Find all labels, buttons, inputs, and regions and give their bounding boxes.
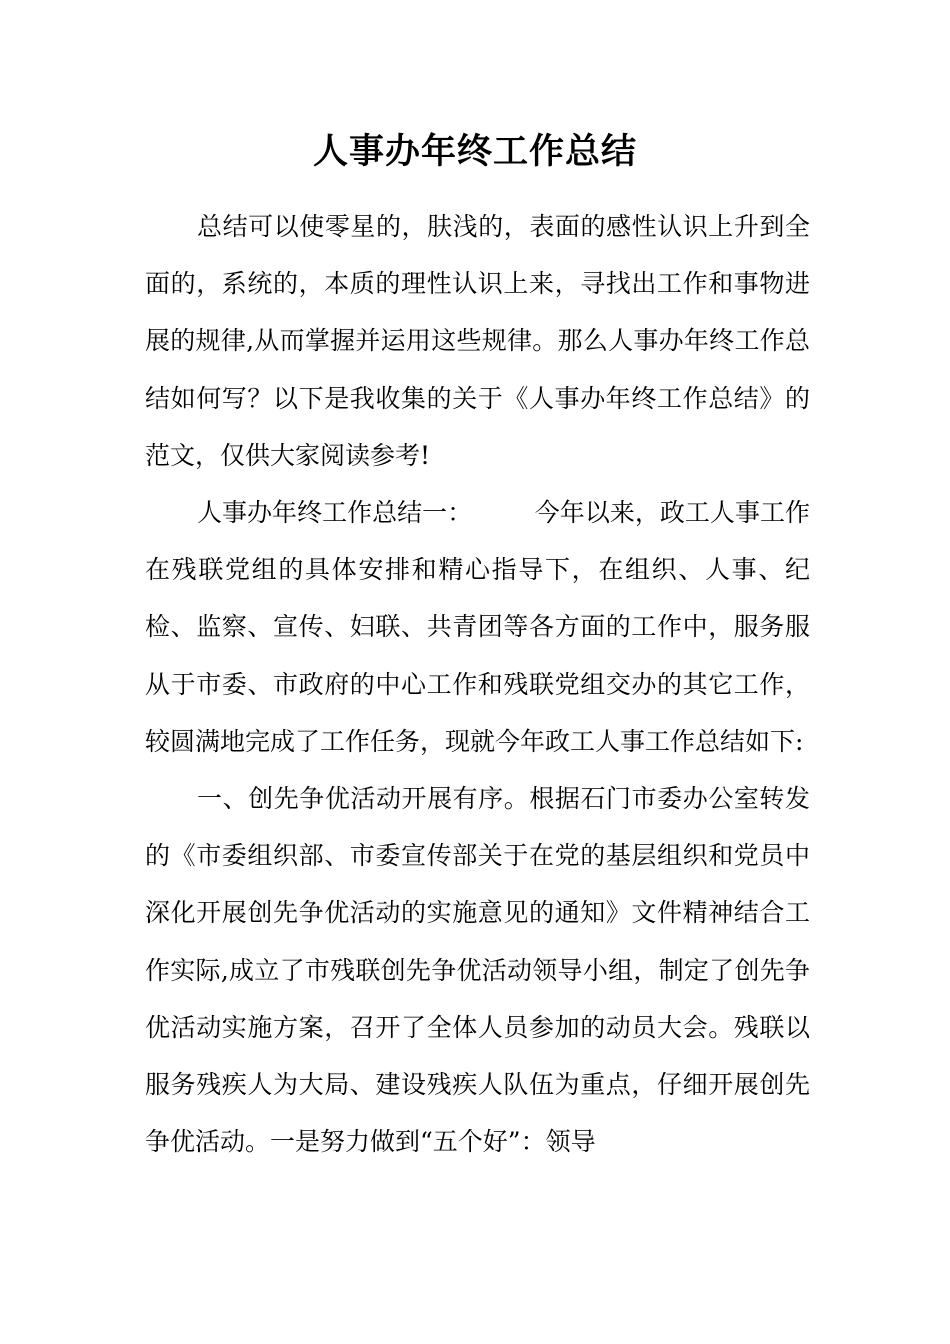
document-title: 人事办年终工作总结 [312,131,637,172]
paragraph-intro: 总结可以使零星的，肤浅的，表面的感性认识上升到全面的，系统的，本质的理性认识上来，寻找出工作和事物进展的规律,从而掌握并运用这些规律。那么人事办年终工作总结如何写？以下是我收集的关于《人事办年终工作总结》的范文，仅供大家阅读参考! [145,212,810,470]
paragraph-summary-one: 人事办年终工作总结一： 今年以来，政工人事工作在残联党组的具体安排和精心指导下，在组织、人事、纪检、监察、宣传、妇联、共青团等各方面的工作中，服务服从于市委、市政府的中心工作和残联党组交办的其它工作，较圆满地完成了工作任务，现就今年政工人事工作总结如下: [145,498,810,756]
document-body [145,198,810,1170]
paragraph-section-one: 一、创先争优活动开展有序。根据石门市委办公室转发的《市委组织部、市委宣传部关于在党的基层组织和党员中深化开展创先争优活动的实施意见的通知》文件精神结合工作实际,成立了市残联创先争优活动领导小组，制定了创先争优活动实施方案，召开了全体人员参加的动员大会。残联以服务残疾人为大局、建设残疾人队伍为重点，仔细开展创先争优活动。一是努力做到“五个好”：领导 [145,784,810,1157]
